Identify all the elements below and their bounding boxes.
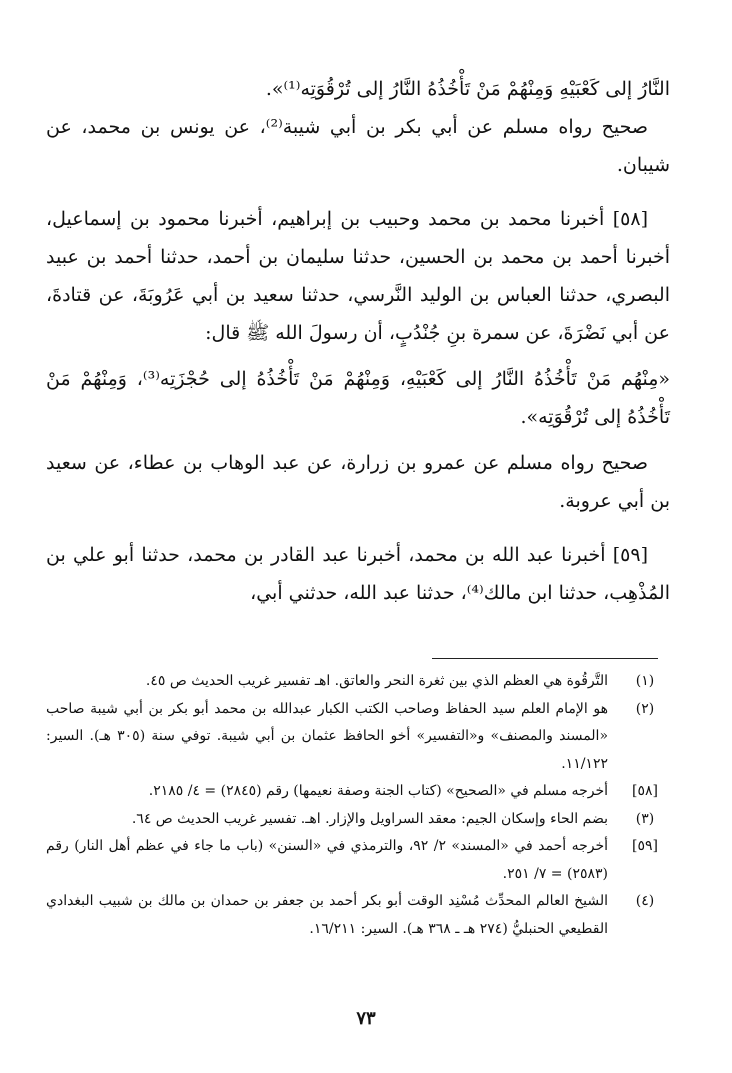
hadith-58-grading: صحيح رواه مسلم عن عمرو بن زرارة، عن عبد الوهاب بن عطاء، عن سعيد بن أبي عروبة.	[46, 452, 670, 512]
footnote	[46, 833, 670, 888]
footnote-text: هو الإمام العلم سيد الحفاظ وصاحب الكتب الكبار عبدالله بن محمد أبو بكر بن أبي شيبة صاحب «المسند والمصنف» و«التفسير» أخو الحافظ عثمان بن أبي شيبة. توفي سنة (٣٠٥ هـ). السير: ١١/١٢٢.	[46, 700, 609, 772]
footnote	[46, 888, 670, 943]
footnote-text: الشيخ العالم المحدِّث مُسْنِد الوقت أبو بكر أحمد بن جعفر بن حمدان بن مالك بن شبيب البغدادي القطيعي الحنبليُّ (٢٧٤ هـ ـ ٣٦٨ هـ). السير: ١٦/٢١١.	[46, 893, 608, 937]
footnotes	[46, 668, 670, 943]
footnote-text: أخرجه أحمد في «المسند» ٢/ ٩٢، والترمذي في «السنن» (باب ما جاء في عظم أهل النار) رقم (٢٥٨٣) = ٧/ ٢٥١.	[46, 838, 608, 882]
footnote-number: (٤)	[635, 893, 655, 909]
footnote-text: التَّرقُوة هي العظم الذي بين ثغرة النحر والعاتق. اهـ تفسير غريب الحديث ص ٤٥.	[145, 673, 608, 689]
footnote-number: (٢)	[635, 700, 655, 717]
footnote-number: (٣)	[635, 810, 655, 827]
hadith-59-chain: [٥٩] أخبرنا عبد الله بن محمد، أخبرنا عبد القادر بن محمد، حدثنا أبو علي بن المُذْهِب، حدثنا ابن مالك⁽⁴⁾، حدثنا عبد الله، حدثني أبي،	[46, 544, 670, 604]
page-number: ٧٣	[356, 1008, 376, 1029]
hadith-58-chain: [٥٨] أخبرنا محمد بن محمد وحبيب بن إبراهيم، أخبرنا محمود بن إسماعيل، أخبرنا أحمد بن محمد بن الحسين، حدثنا سليمان بن أحمد، حدثنا أحمد بن عبيد البصري، حدثنا العباس بن الوليد النَّرسي، حدثنا سعيد بن أبي عَرُوبَةَ، عن قتادةَ، عن أبي نَضْرَةَ، عن سمرة بنِ جُنْدُبٍ، أن رسولَ الله ﷺ قال:	[46, 208, 670, 344]
grading-paragraph: صحيح رواه مسلم عن أبي بكر بن أبي شيبة⁽²⁾، عن يونس بن محمد، عن شيبان.	[46, 116, 670, 176]
footnote-number: (١)	[635, 673, 655, 689]
footnote	[46, 778, 670, 806]
footnote-separator	[432, 658, 658, 659]
footnote-number: [٥٨]	[632, 783, 658, 799]
footnote	[46, 806, 670, 834]
footnote-text: بضم الحاء وإسكان الجيم: معقد السراويل والإزار. اهـ. تفسير غريب الحديث ص ٦٤.	[131, 810, 608, 827]
footnote	[46, 696, 670, 779]
hadith-58-text: «مِنْهُم مَنْ تَأْخُذُهُ النَّارُ إلى كَعْبَيْهِ، وَمِنْهُمْ مَنْ تَأْخُذُهُ إلى حُجْزَتِه⁽³⁾، وَمِنْهُمْ مَنْ تَأْخُذُهُ إلى تُرْقُوَتِه».	[46, 368, 670, 428]
footnote-text: أخرجه مسلم في «الصحيح» (كتاب الجنة وصفة نعيمها) رقم (٢٨٤٥) = ٤/ ٢١٨٥.	[148, 783, 608, 799]
verse-continuation: النَّارُ إلى كَعْبَيْهِ وَمِنْهُمْ مَنْ تَأْخُذُهُ النَّارُ إلى تُرْقُوَتِه⁽¹⁾».	[265, 78, 670, 100]
footnote	[46, 668, 670, 696]
footnote-number: [٥٩]	[632, 838, 658, 854]
main-text	[46, 70, 670, 612]
